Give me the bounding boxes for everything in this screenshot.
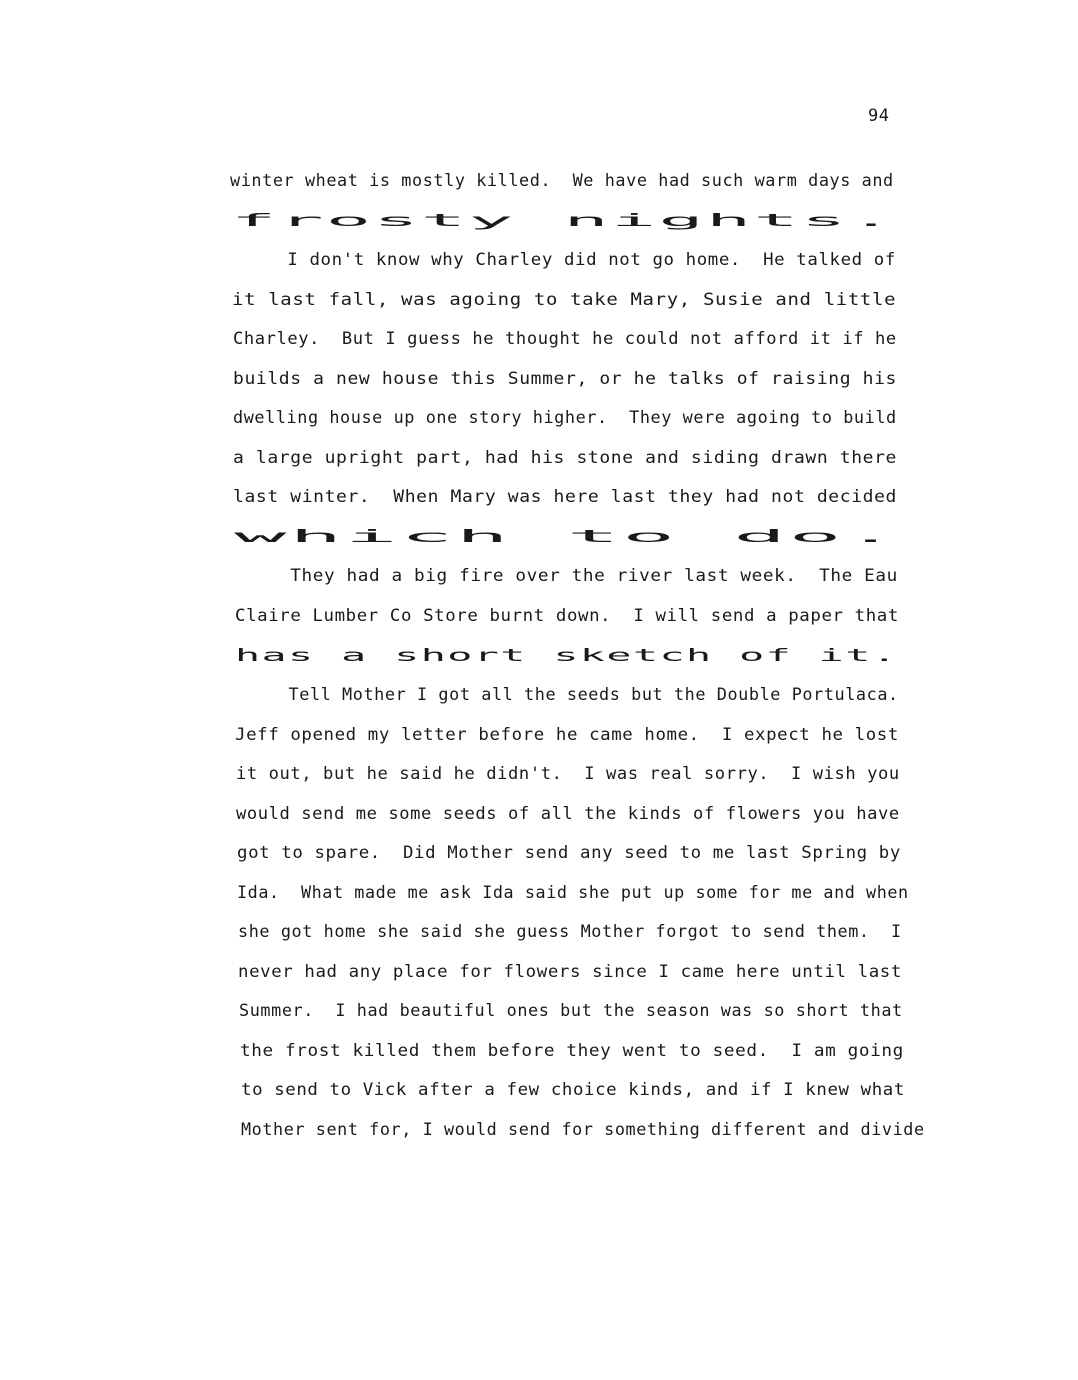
text-line: would send me some seeds of all the kinds of flowers you have (236, 804, 900, 824)
text-line: frosty nights. (231, 211, 897, 231)
text-line: Mother sent for, I would send for something different and divide (241, 1120, 925, 1140)
text-line: Summer. I had beautiful ones but the season was so short that (239, 1001, 903, 1021)
text-line: last winter. When Mary was here last they had not decided (233, 487, 898, 507)
text-line: Charley. But I guess he thought he could not afford it if he (233, 329, 897, 349)
page-number: 94 (868, 106, 890, 126)
text-line: Jeff opened my letter before he came home. I expect he lost (235, 725, 899, 745)
text-line: it last fall, was agoing to take Mary, Susie and little (232, 290, 897, 310)
text-line: Tell Mother I got all the seeds but the Double Portulaca. (235, 685, 899, 705)
text-line: she got home she said she guess Mother forgot to send them. I (238, 922, 902, 942)
text-line: got to spare. Did Mother send any seed to me last Spring by (237, 843, 901, 863)
text-line: never had any place for flowers since I came here until last (238, 962, 902, 982)
text-line: it out, but he said he didn't. I was real sorry. I wish you (236, 764, 900, 784)
text-line: the frost killed them before they went to seed. I am going (240, 1041, 904, 1061)
text-line: winter wheat is mostly killed. We have had such warm days and (230, 171, 894, 191)
text-line: They had a big fire over the river last week. The Eau (234, 566, 898, 586)
text-line: dwelling house up one story higher. They were agoing to build (233, 408, 897, 428)
text-line: I don't know why Charley did not go home. He talked of (232, 250, 896, 270)
text-line: to send to Vick after a few choice kinds, and if I knew what (241, 1080, 905, 1100)
text-line: has a short sketch of it. (235, 646, 899, 666)
text-line: Ida. What made me ask Ida said she put up some for me and when (237, 883, 909, 903)
text-line: a large upright part, had his stone and siding drawn there (233, 448, 898, 468)
text-line: which to do. (234, 527, 900, 547)
text-line: builds a new house this Summer, or he talks of raising his (233, 369, 898, 389)
text-line: Claire Lumber Co Store burnt down. I will send a paper that (235, 606, 899, 626)
